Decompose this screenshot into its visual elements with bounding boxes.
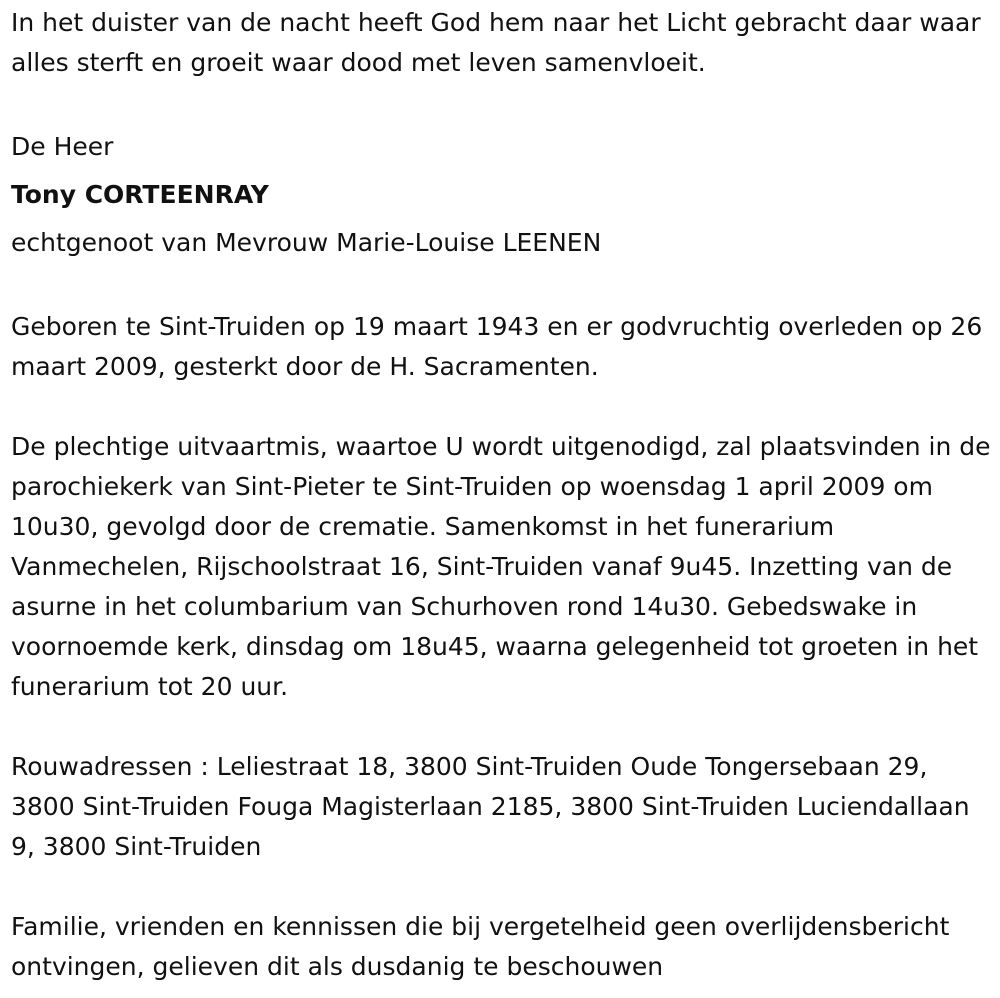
death-notice	[11, 3, 996, 987]
addresses-paragraph: Rouwadressen : Leliestraat 18, 3800 Sint-Truiden Oude Tongersebaan 29, 3800 Sint-Truiden Fouga Magisterlaan 2185, 3800 Sint-Truiden Luciendallaan 9, 3800 Sint-Truiden	[11, 752, 970, 861]
spacer	[11, 267, 996, 307]
spacer	[11, 83, 996, 123]
opening-verse: In het duister van de nacht heeft God hem naar het Licht gebracht daar waar alles sterft en groeit waar dood met leven samenvloeit.	[11, 8, 981, 77]
spouse-line: echtgenoot van Mevrouw Marie-Louise LEENEN	[11, 228, 602, 257]
spacer	[11, 867, 996, 907]
deceased-name: Tony CORTEENRAY	[11, 180, 269, 209]
salutation: De Heer	[11, 132, 114, 161]
spacer	[11, 387, 996, 427]
funeral-paragraph: De plechtige uitvaartmis, waartoe U wordt uitgenodigd, zal plaatsvinden in de parochiekerk van Sint-Pieter te Sint-Truiden op woensdag 1 april 2009 om 10u30, gevolgd door de crematie. Samenkomst in het funerarium Vanmechelen, Rijschoolstraat 16, Sint-Truiden vanaf 9u45. Inzetting van de asurne in het columbarium van Schurhoven rond 14u30. Gebedswake in voornoemde kerk, dinsdag om 18u45, waarna gelegenheid tot groeten in het funerarium tot 20 uur.	[11, 432, 991, 701]
closing-paragraph: Familie, vrienden en kennissen die bij vergetelheid geen overlijdensbericht ontvingen, gelieven dit als dusdanig te beschouwen	[11, 912, 950, 981]
spacer	[11, 707, 996, 747]
birth-death-paragraph: Geboren te Sint-Truiden op 19 maart 1943 en er godvruchtig overleden op 26 maart 2009, gesterkt door de H. Sacramenten.	[11, 312, 983, 381]
